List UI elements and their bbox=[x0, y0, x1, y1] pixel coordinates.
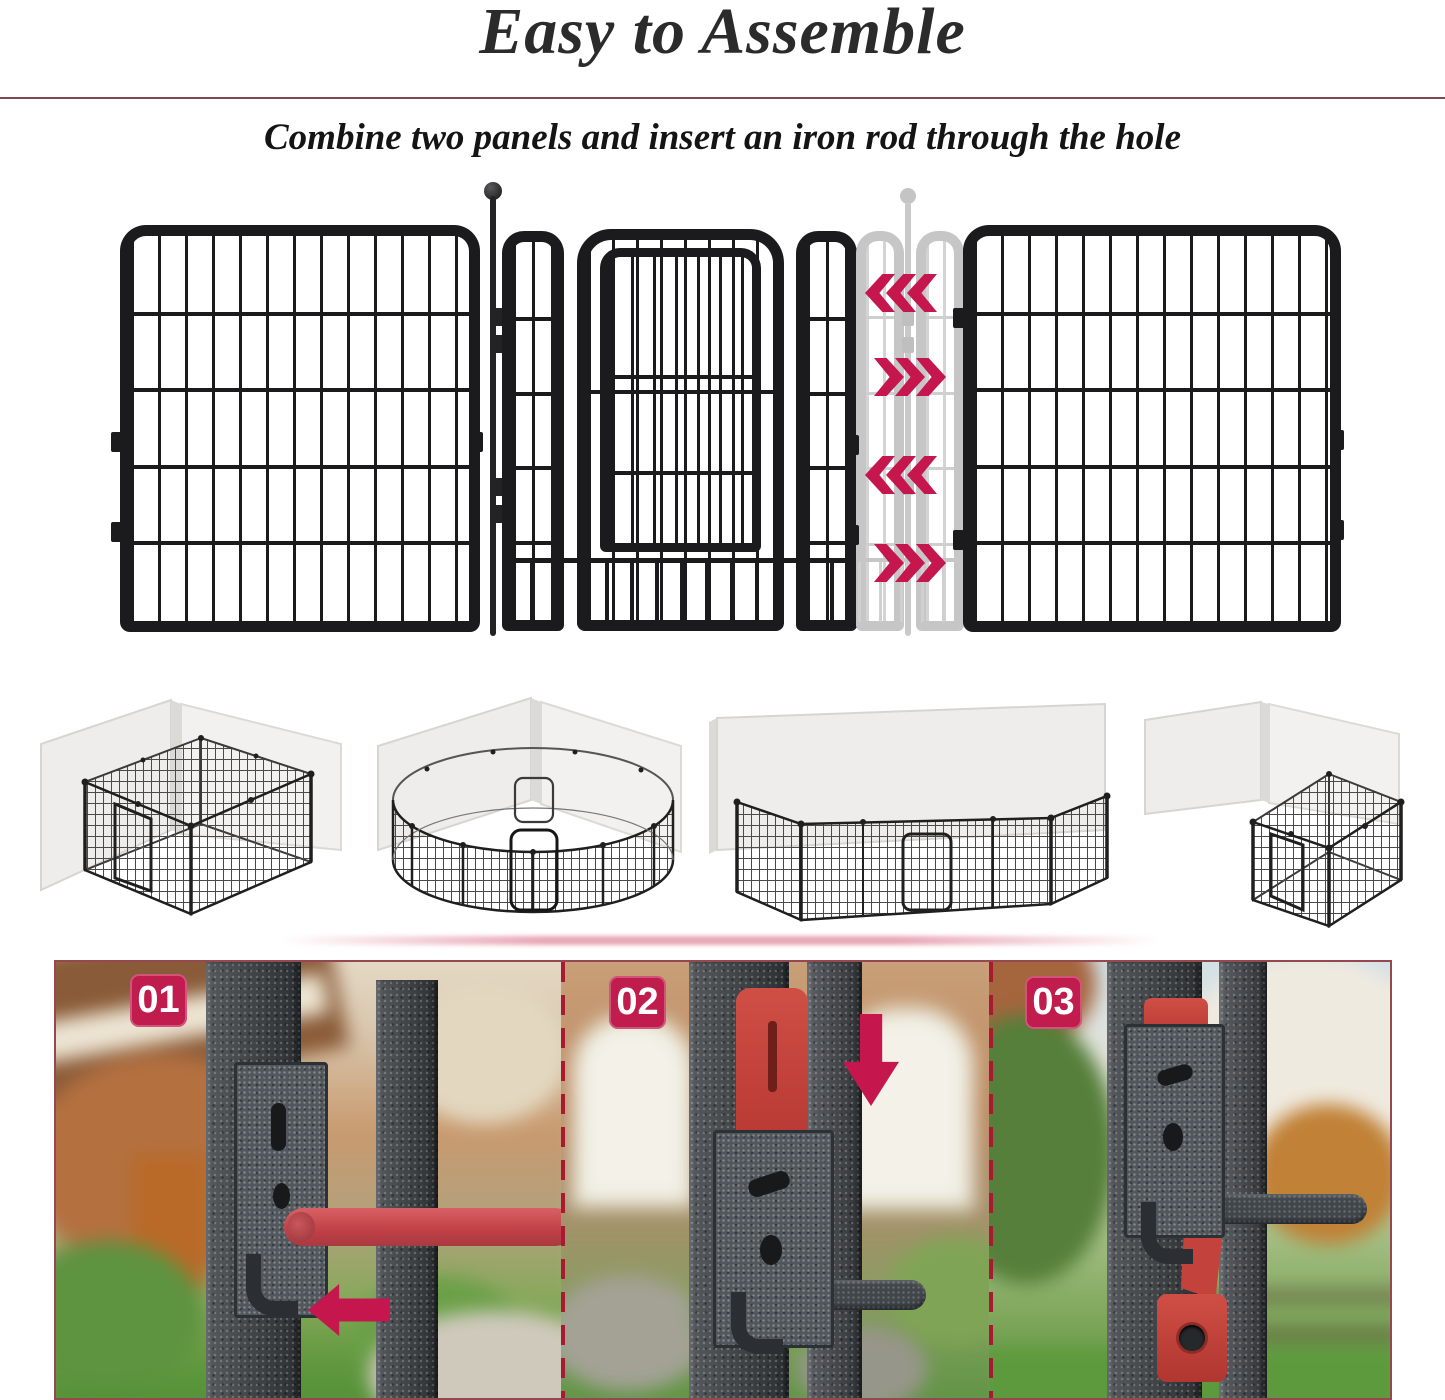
connector-tab bbox=[472, 432, 483, 452]
lock-hook bbox=[246, 1254, 298, 1316]
pink-glow-line bbox=[280, 936, 1160, 945]
ghost-hinge-block bbox=[902, 310, 914, 326]
triple-chevron-left-icon bbox=[874, 274, 937, 312]
config-small-pen-in-corner bbox=[1133, 682, 1423, 937]
door-leaf bbox=[600, 248, 761, 552]
step-panel-02 bbox=[561, 962, 989, 1398]
triple-chevron-left-icon bbox=[874, 456, 937, 494]
triple-chevron-right-icon bbox=[874, 358, 937, 396]
connector-tab bbox=[1333, 430, 1344, 450]
dashed-divider bbox=[989, 962, 993, 1398]
fence-panel-left bbox=[120, 225, 480, 632]
step-panel-01 bbox=[56, 962, 561, 1398]
step-badge bbox=[609, 976, 666, 1029]
divider-line bbox=[0, 97, 1445, 99]
connector-tab bbox=[111, 432, 122, 452]
connector-tab bbox=[848, 525, 859, 545]
fence-panel-right bbox=[963, 225, 1341, 632]
config-u-shaped-fence-along-wall bbox=[703, 682, 1123, 937]
triple-chevron-right-icon bbox=[874, 544, 937, 582]
page-title: Easy to Assemble bbox=[479, 0, 966, 68]
red-lock-plate bbox=[1157, 1294, 1227, 1382]
adjacent-panel-post bbox=[376, 980, 438, 1398]
step-badge bbox=[130, 974, 187, 1027]
connector-tab bbox=[111, 522, 122, 542]
ghost-hinge-block bbox=[902, 337, 914, 353]
lock-hook bbox=[731, 1292, 783, 1354]
door-section-bottom-strip bbox=[505, 558, 855, 622]
red-iron-rod bbox=[284, 1208, 561, 1246]
layout-configurations bbox=[0, 682, 1445, 944]
subtitle: Combine two panels and insert an iron rod through the hole bbox=[263, 117, 1181, 158]
bolt-hole bbox=[1179, 1325, 1205, 1351]
lock-hook bbox=[1141, 1202, 1193, 1264]
connector-tab bbox=[848, 435, 859, 455]
red-flat-rod bbox=[736, 988, 808, 1136]
dashed-divider bbox=[561, 962, 565, 1398]
step-number: 01 bbox=[137, 979, 180, 1021]
panel-assembly-diagram bbox=[0, 180, 1445, 680]
step-number: 02 bbox=[616, 981, 659, 1023]
config-circular-pen bbox=[363, 682, 693, 937]
connector-tab bbox=[953, 530, 964, 550]
step-badge bbox=[1025, 976, 1082, 1029]
connector-tab bbox=[953, 308, 964, 328]
step-number: 03 bbox=[1032, 981, 1075, 1023]
step-panel-03 bbox=[989, 962, 1390, 1398]
iron-rod bbox=[490, 196, 496, 636]
config-rectangular-pen-in-corner bbox=[23, 682, 353, 937]
connector-tab bbox=[1333, 520, 1344, 540]
assembly-steps-photo-band bbox=[54, 960, 1392, 1400]
